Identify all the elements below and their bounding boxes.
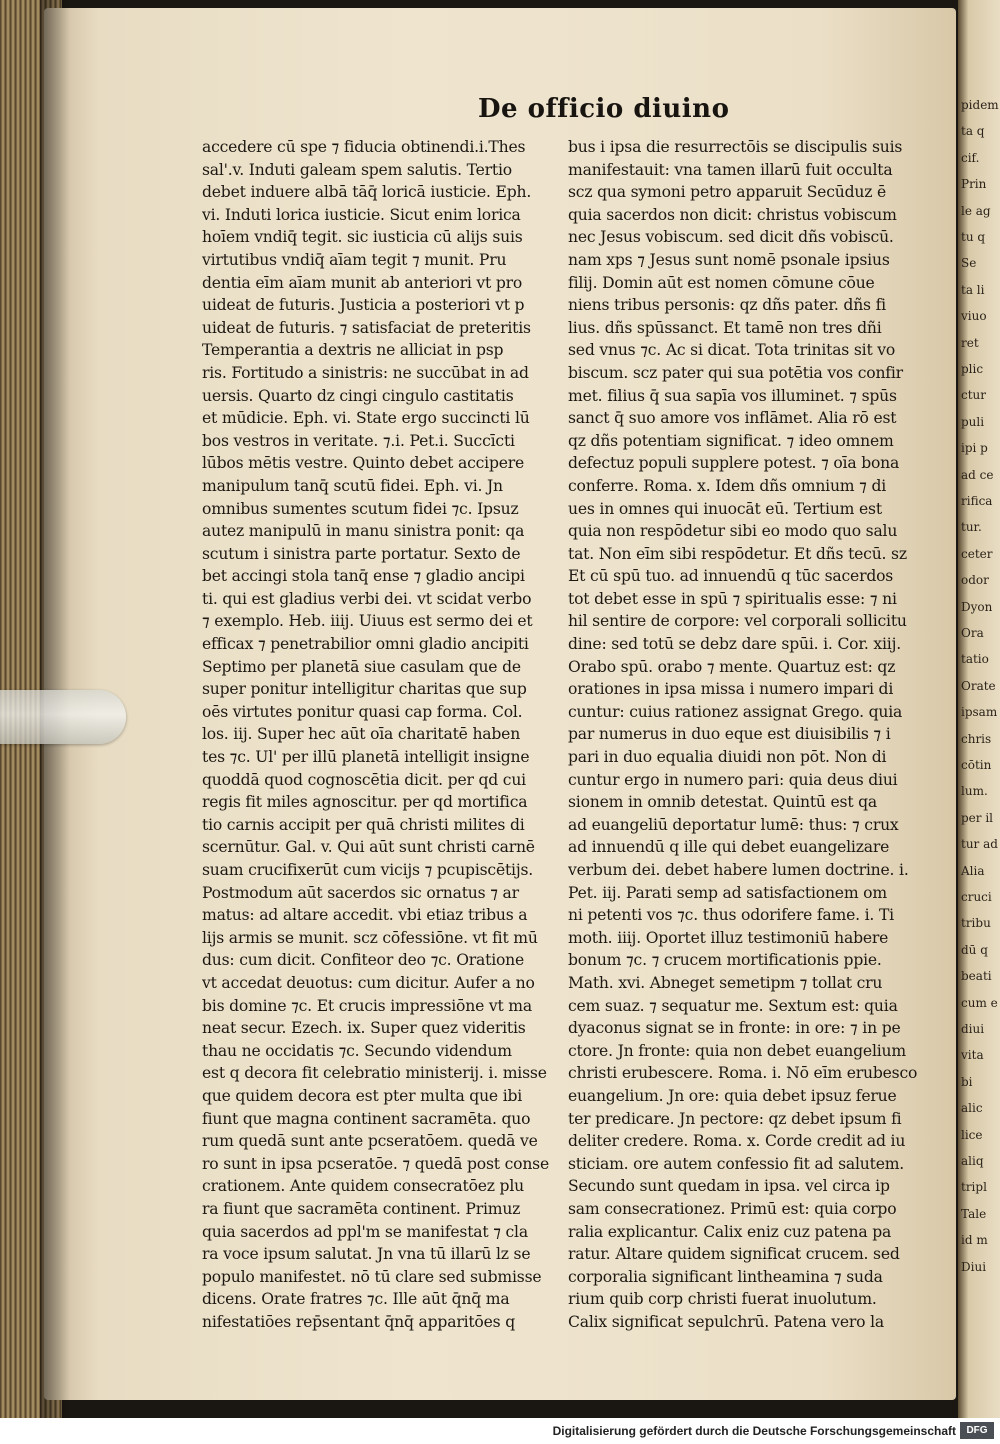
text-line: sticiam. ore autem confessio fit ad salutem. bbox=[568, 1154, 905, 1173]
facing-page-fragment: beati bbox=[961, 969, 992, 984]
text-line: qz dñs potentiam significat. ⁊ ideo omnem bbox=[568, 431, 894, 450]
text-line: verbum dei. debet habere lumen doctrine. i. bbox=[568, 861, 909, 879]
text-line: niens tribus personis: qz dñs pater. dñs fi bbox=[568, 296, 886, 315]
text-line: bus i ipsa die resurrectōis se discipulis suis bbox=[568, 138, 903, 156]
facing-page-fragment: Tale bbox=[961, 1206, 987, 1221]
text-line: euangelium. Jn ore: quia debet ipsuz ferue bbox=[568, 1086, 897, 1105]
text-line: sionem in omnib detestat. Quintū est qa bbox=[568, 793, 878, 812]
text-line: vt accedat deuotus: cum dicitur. Aufer a no bbox=[202, 973, 535, 992]
facing-page-fragment: vita bbox=[961, 1048, 984, 1063]
facing-page-fragment: Diui bbox=[961, 1259, 987, 1274]
text-line: christi erubescere. Roma. i. Nō eīm erubesco bbox=[568, 1064, 918, 1083]
facing-page-fragment: per il bbox=[961, 810, 994, 825]
text-line: suam crucifixerūt cum vicijs ⁊ pcupiscētijs. bbox=[202, 861, 534, 879]
text-line: sed vnus ⁊c. Ac si dicat. Tota trinitas sit vo bbox=[568, 341, 896, 360]
right-text-column bbox=[568, 136, 928, 1333]
text-line: bos vestros in veritate. ⁊.i. Pet.i. Succīcti bbox=[202, 431, 515, 450]
text-line: tot debet esse in spū ⁊ spiritualis esse: ⁊ ni bbox=[568, 589, 897, 608]
text-line: quia sacerdos ad ppl'm se manifestat ⁊ cla bbox=[202, 1222, 528, 1241]
text-line: que quidem decora est pter multa que ibi bbox=[202, 1086, 523, 1105]
text-line: biscum. scz pater qui sua potētia vos confir bbox=[568, 363, 903, 382]
facing-page-fragment: viuo bbox=[961, 309, 987, 324]
text-line: dicens. Orate fratres ⁊c. Ille aūt q̄nq̄ ma bbox=[202, 1290, 510, 1309]
facing-page-fragment: le ag bbox=[961, 203, 991, 218]
text-line: regis fit miles agnoscitur. per qd mortifica bbox=[202, 793, 528, 812]
text-line: scernūtur. Gal. v. Qui aūt sunt christi carnē bbox=[202, 838, 535, 857]
facing-page-fragment: tripl bbox=[961, 1180, 987, 1195]
text-line: Pet. iij. Parati semp ad satisfactionem om bbox=[568, 883, 887, 902]
text-line: efficax ⁊ penetrabilior omni gladio ancipiti bbox=[202, 635, 529, 654]
text-line: uideat de futuris. ⁊ satisfaciat de preteritis bbox=[202, 318, 531, 337]
text-line: ad euangeliū deportatur lumē: thus: ⁊ crux bbox=[568, 815, 899, 834]
facing-page-fragment: puli bbox=[961, 414, 985, 429]
text-line: lijs armis se munit. scz cōfessiōne. vt fit mū bbox=[202, 928, 538, 947]
text-line: ris. Fortitudo a sinistris: ne succūbat in ad bbox=[202, 363, 529, 382]
dfg-logo: DFG bbox=[960, 1422, 994, 1439]
facing-page-fragment: cōtin bbox=[961, 758, 992, 772]
facing-page-fragment: lice bbox=[961, 1127, 983, 1142]
text-line: quia sacerdos non dicit: christus vobiscum bbox=[568, 205, 897, 224]
text-line: thau ne occidatis ⁊c. Secundo videndum bbox=[202, 1041, 512, 1060]
facing-page-fragment: plic bbox=[961, 362, 984, 376]
text-line: scutum i sinistra parte portatur. Sexto de bbox=[202, 544, 521, 563]
facing-page-fragment: cum e bbox=[961, 995, 998, 1010]
facing-page-fragment: dū q bbox=[961, 942, 988, 957]
text-line: Postmodum aūt sacerdos sic ornatus ⁊ ar bbox=[202, 883, 519, 902]
text-line: ra fiunt que sacramēta continent. Primuz bbox=[202, 1199, 521, 1218]
facing-page-fragment: id m bbox=[961, 1233, 988, 1248]
text-line: ter predicare. Jn pectore: qz debet ipsum fi bbox=[568, 1109, 902, 1128]
text-line: oēs virtutes ponitur quasi cap forma. Col. bbox=[202, 702, 523, 721]
facing-page-fragment: diui bbox=[961, 1022, 985, 1036]
text-line: ratur. Altare quidem significat crucem. sed bbox=[568, 1245, 900, 1264]
facing-page-fragment: ipsam bbox=[961, 705, 998, 720]
text-line: tat. Non eīm sibi respōdetur. Et dñs tecū. sz bbox=[568, 544, 907, 563]
text-line: matus: ad altare accedit. vbi etiaz tribus a bbox=[202, 906, 528, 925]
text-line: crationem. Ante quidem consecratōez plu bbox=[202, 1177, 524, 1196]
facing-page-fragment: ta li bbox=[961, 282, 985, 297]
text-line: manifestauit: vna tamen illarū fuit occulta bbox=[568, 160, 893, 179]
text-line: manipulum tanq̄ scutū fidei. Eph. vi. Jn bbox=[202, 476, 503, 495]
facing-page-fragment: Ora bbox=[961, 626, 984, 640]
text-line: rum quedā sunt ante pcseratōem. quedā ve bbox=[202, 1132, 538, 1151]
text-line: orationes in ipsa missa i numero impari di bbox=[568, 680, 894, 699]
facing-page-fragment: alic bbox=[961, 1101, 983, 1116]
text-line: sam consecrationez. Primū est: quia corpo bbox=[568, 1199, 897, 1218]
facing-page-fragment: rifica bbox=[961, 494, 993, 508]
text-line: bis domine ⁊c. Et crucis impressiōne vt ma bbox=[202, 996, 532, 1015]
facing-page-fragment: chris bbox=[961, 731, 992, 746]
text-line: Secundo sunt quedam in ipsa. vel circa ip bbox=[568, 1177, 890, 1196]
text-line: quia non respōdetur sibi eo modo quo salu bbox=[568, 522, 898, 541]
text-line: vi. Induti lorica iusticie. Sicut enim lorica bbox=[202, 205, 521, 224]
text-line: corporalia significant lintheamina ⁊ suda bbox=[568, 1267, 883, 1286]
text-line: conferre. Roma. x. Idem dñs omnium ⁊ di bbox=[568, 476, 887, 495]
text-line: ad innuendū q ille qui debet euangelizare bbox=[568, 838, 890, 857]
facing-page-fragment: Prin bbox=[961, 177, 987, 192]
text-line: uideat de futuris. Justicia a posteriori vt p bbox=[202, 296, 525, 315]
text-line: Septimo per planetā siue casulam que de bbox=[202, 657, 521, 676]
text-line: super ponitur intelligitur charitas que sup bbox=[202, 680, 527, 699]
facing-page-fragment: aliq bbox=[961, 1154, 984, 1168]
text-line: hil sentire de corpore: vel corporali sollicitu bbox=[568, 612, 907, 631]
text-line: scz qua symoni petro apparuit Secūduz ē bbox=[568, 183, 887, 202]
left-text-column bbox=[202, 136, 562, 1333]
text-line: ro sunt in ipsa pcseratōe. ⁊ quedā post conse bbox=[202, 1154, 550, 1173]
text-line: hoīem vndiq̄ tegit. sic iusticia cū alijs suis bbox=[202, 228, 523, 247]
text-line: pari in duo equalia diuidi non pōt. Non di bbox=[568, 748, 887, 767]
text-line: populo manifestet. nō tū clare sed submisse bbox=[202, 1267, 542, 1286]
running-header: De officio diuino bbox=[478, 94, 730, 124]
facing-page-fragment: tur. bbox=[961, 520, 982, 535]
text-line: Calix significat sepulchrū. Patena vero la bbox=[568, 1312, 885, 1331]
text-line: cem suaz. ⁊ sequatur me. Sextum est: quia bbox=[568, 996, 898, 1015]
text-line: Math. xvi. Abneget semetipm ⁊ tollat cru bbox=[568, 973, 883, 992]
text-line: virtutibus vndiq̄ aīam tegit ⁊ munit. Pru bbox=[202, 250, 507, 269]
text-line: fiunt que magna continent sacramēta. quo bbox=[202, 1109, 531, 1128]
text-line: bet accingi stola tanq̄ ense ⁊ gladio ancipi bbox=[202, 567, 525, 586]
text-line: Temperantia a dextris ne alliciat in psp bbox=[202, 341, 504, 360]
text-line: neat secur. Ezech. ix. Super quez videritis bbox=[202, 1019, 526, 1038]
text-line: defectuz populi supplere potest. ⁊ oīa bona bbox=[568, 454, 900, 473]
facing-page-fragment: ta q bbox=[961, 124, 985, 139]
text-line: dyaconus signat se in fronte: in ore: ⁊ in pe bbox=[568, 1019, 901, 1038]
text-line: ⁊ exemplo. Heb. iiij. Uiuus est sermo dei et bbox=[202, 612, 533, 631]
text-line: omnibus sumentes scutum fidei ⁊c. Ipsuz bbox=[202, 499, 519, 518]
text-line: los. iij. Super hec aūt oīa charitatē haben bbox=[202, 725, 521, 744]
text-line: autez manipulū in manu sinistra ponit: qa bbox=[202, 522, 525, 541]
page-holder-clip bbox=[0, 690, 126, 744]
facing-page-fragment: tu q bbox=[961, 230, 986, 244]
text-line: deliter credere. Roma. x. Corde credit ad iu bbox=[568, 1132, 906, 1151]
text-line: par numerus in duo eque est diuisibilis ⁊ i bbox=[568, 725, 891, 744]
text-line: sal'.v. Induti galeam spem salutis. Tertio bbox=[202, 160, 512, 179]
facing-page-fragment: ad ce bbox=[961, 467, 994, 482]
funding-credit: Digitalisierung gefördert durch die Deutsche Forschungsgemeinschaft bbox=[552, 1424, 956, 1438]
text-line: rium quib corp christi fuerat inuolutum. bbox=[568, 1290, 877, 1309]
text-line: met. filius q̄ sua sapīa vos illuminet. ⁊ spūs bbox=[568, 386, 897, 405]
text-line: tio carnis accipit per quā christi milites di bbox=[202, 815, 525, 834]
facing-page-fragment: ctur bbox=[961, 388, 987, 403]
text-line: nifestatiōes rep̄sentant q̄nq̄ apparitōes q bbox=[202, 1312, 515, 1331]
text-line: quoddā quod cognoscētia dicit. per qd cui bbox=[202, 770, 526, 789]
text-line: nec Jesus vobiscum. sed dicit dñs vobiscū. bbox=[568, 228, 894, 247]
text-line: Et cū spū tuo. ad innuendū q tūc sacerdos bbox=[568, 567, 894, 586]
facing-page-fragment: Orate bbox=[961, 678, 996, 693]
facing-page-fragment: ceter bbox=[961, 546, 993, 561]
text-line: lūbos mētis vestre. Quinto debet accipere bbox=[202, 454, 525, 473]
text-line: ues in omnes qui inuocāt eū. Tertium est bbox=[568, 499, 882, 518]
text-line: est q decora fit celebratio ministerij. i. misse bbox=[202, 1064, 547, 1083]
facing-page-fragment: Dyon bbox=[961, 599, 993, 614]
facing-page-fragment: Se bbox=[961, 256, 977, 271]
facing-page-fragment: cif. bbox=[961, 150, 980, 165]
text-line: Orabo spū. orabo ⁊ mente. Quartuz est: qz bbox=[568, 657, 896, 676]
facing-page-fragment: cruci bbox=[961, 890, 992, 904]
footer-bar bbox=[0, 1418, 1000, 1444]
text-line: et mūdicie. Eph. vi. State ergo succincti lū bbox=[202, 409, 530, 428]
facing-page-fragment: lum. bbox=[961, 784, 988, 799]
facing-page-fragment: odor bbox=[961, 573, 989, 588]
text-line: nam xps ⁊ Jesus sunt nomē psonale ipsius bbox=[568, 250, 890, 269]
text-line: ctore. Jn fronte: quia non debet euangelium bbox=[568, 1041, 906, 1060]
text-line: bonum ⁊c. ⁊ crucem mortificationis ppie. bbox=[568, 951, 882, 970]
text-line: ti. qui est gladius verbi dei. vt scidat verbo bbox=[202, 589, 532, 608]
text-line: uersis. Quarto dz cingi cingulo castitatis bbox=[202, 386, 514, 405]
text-line: dentia eīm aīam munit ab anteriori vt pro bbox=[202, 273, 523, 292]
text-line: dine: sed totū se debz dare spūi. i. Cor. xiij. bbox=[568, 635, 901, 654]
facing-page-fragment: tatio bbox=[961, 652, 989, 667]
text-line: sanct q̄ suo amore vos inflāmet. Alia rō est bbox=[568, 409, 897, 428]
facing-page-fragment: ipi p bbox=[961, 441, 988, 456]
facing-page-fragment: ret bbox=[961, 335, 979, 350]
facing-page-fragment: Alia bbox=[961, 863, 985, 878]
text-line: cuntur: cuius rationez assignat Grego. quia bbox=[568, 702, 903, 721]
text-line: moth. iiij. Oportet illuz testimoniū habere bbox=[568, 928, 889, 947]
text-line: filij. Domin aūt est nomen cōmune cōue bbox=[568, 273, 875, 292]
text-line: tes ⁊c. Ul' per illū planetā intelligit insigne bbox=[202, 748, 530, 767]
text-line: accedere cū spe ⁊ fiducia obtinendi.i.Thes bbox=[202, 138, 526, 156]
facing-page-fragment: pidem bbox=[961, 98, 999, 112]
facing-page-fragment: bi bbox=[961, 1074, 973, 1089]
text-line: dus: cum dicit. Confiteor deo ⁊c. Oratione bbox=[202, 951, 525, 970]
text-line: lius. dñs spūssanct. Et tamē non tres dñi bbox=[568, 318, 882, 337]
text-line: cuntur ergo in numero pari: quia deus diui bbox=[568, 770, 898, 789]
text-line: ralia explicantur. Calix eniz cuz patena pa bbox=[568, 1222, 892, 1241]
text-line: debet induere albā tāq̄ loricā iusticie. Eph. bbox=[202, 183, 532, 202]
facing-page-fragment: tur ad bbox=[961, 837, 998, 852]
text-line: ra voce ipsum salutat. Jn vna tū illarū lz se bbox=[202, 1245, 531, 1264]
facing-page-fragment: tribu bbox=[961, 916, 991, 931]
text-line: ni petenti vos ⁊c. thus odorifere fame. i. Ti bbox=[568, 906, 894, 925]
